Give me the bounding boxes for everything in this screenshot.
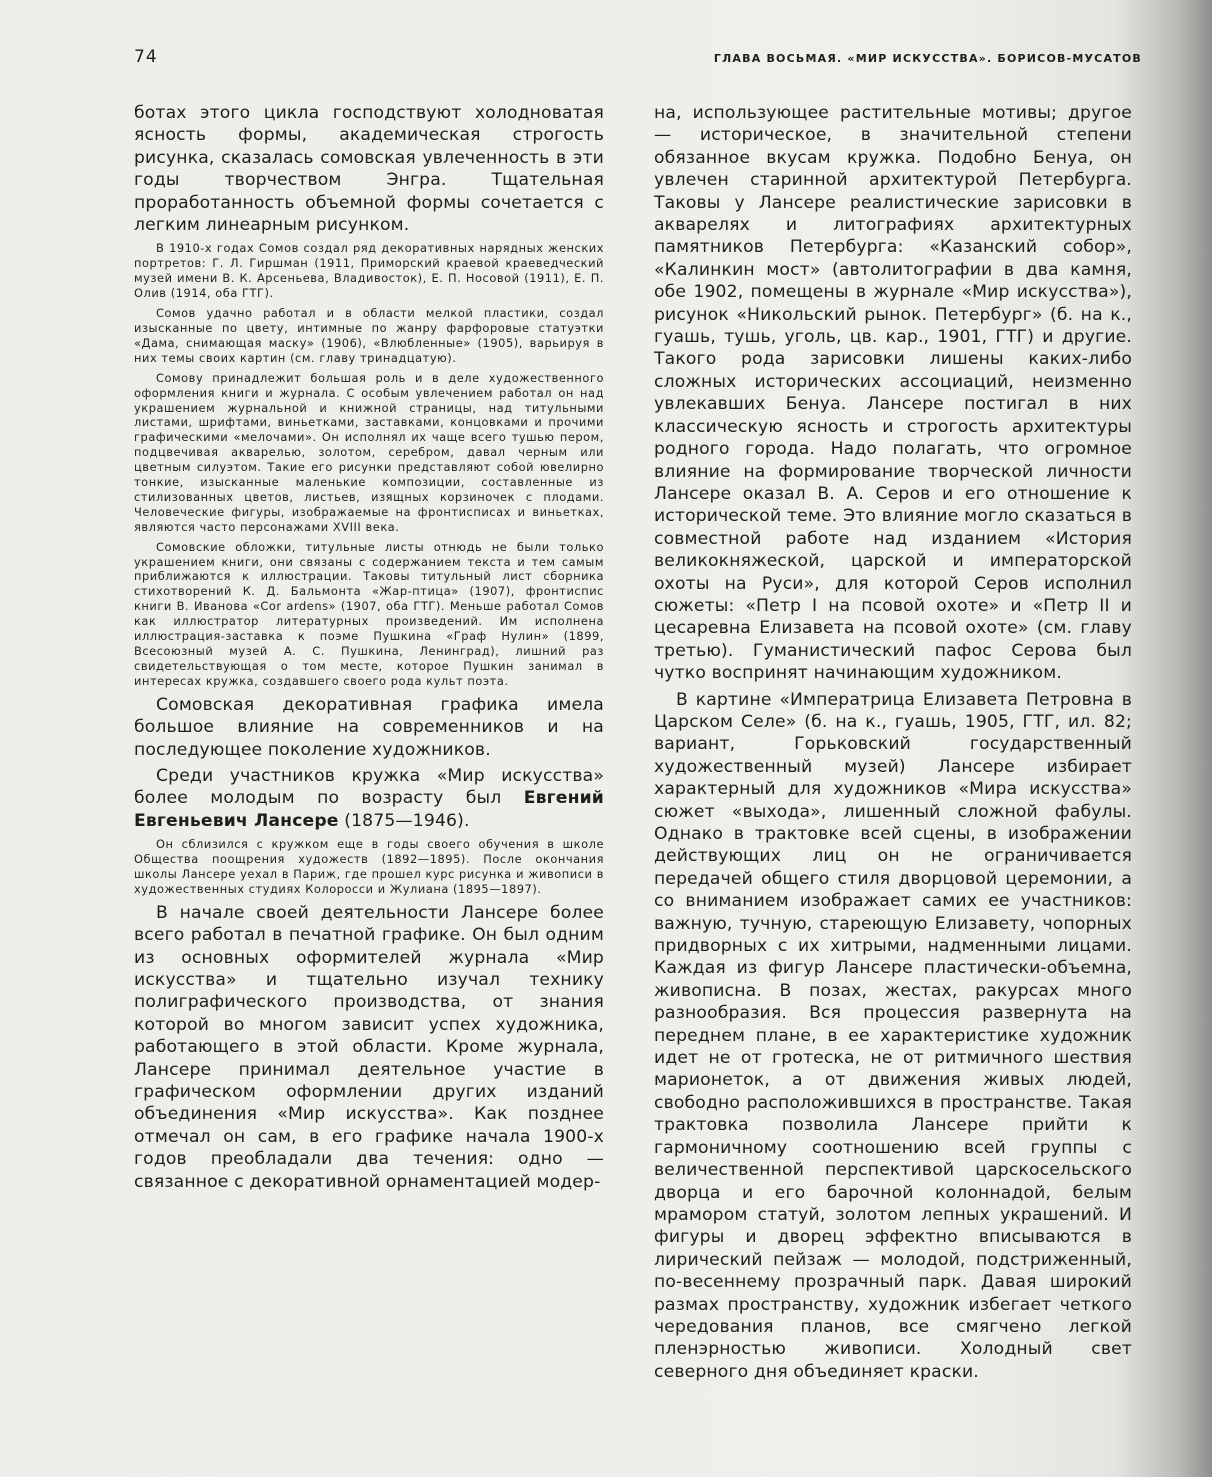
note-paragraph: Сомовские обложки, титульные листы отнюдь не были только украшением книги, они связаны с содержанием текста и тем самым приближаются к иллюстрации. Таковы титульный лист сборника стихотворений К. Д. Бальмонта «Жар-птица» (1907), фронтиспис книги В. Иванова «Cor ardens» (1907, оба ГТГ). Меньше работал Сомов как иллюстратор литературных произведений. Им исполнена иллюстрация-заставка к поэме Пушкина «Граф Нулин» (1899, Всесоюзный музей А. С. Пушкина, Ленинград), лишний раз свидетельствующая о том месте, которое Пушкин занимал в интересах кружка, создавшего своего рода культ поэта.	[134, 539, 604, 688]
text-run: Среди участников кружка «Мир искусства» более молодым по возрасту был	[134, 765, 604, 809]
right-column	[654, 102, 1132, 1383]
running-header: ГЛАВА ВОСЬМАЯ. «МИР ИСКУССТВА». БОРИСОВ-МУСАТОВ	[713, 52, 1142, 65]
body-paragraph: ботах этого цикла господствуют холодноватая ясность формы, академическая строгость рисунка, сказалась сомовская увлеченность в эти годы творчеством Энгра. Тщательная проработанность объемной формы сочетается с легким линеарным рисунком.	[134, 103, 604, 236]
artist-name: Евгений Евгеньевич Лансере	[134, 788, 604, 831]
body-paragraph	[134, 765, 604, 832]
page-number: 74	[134, 47, 158, 67]
body-paragraph: на, использующее растительные мотивы; другое — историческое, в значительной степени обязанное вкусам кружка. Подобно Бенуа, он увлечен старинной архитектурой Петербурга. Таковы у Лансере реалистические зарисовки в акварелях и литографиях архитектурных памятников Петербурга: «Казанский собор», «Калинкин мост» (автолитографии в два камня, обе 1902, помещены в журнале «Мир искусства»), рисунок «Никольский рынок. Петербург» (б. на к., гуашь, тушь, уголь, цв. кар., 1901, ГТГ) и другие. Такого рода зарисовки лишены каких-либо сложных исторических ассоциаций, неизменно увлекавших Бенуа. Лансере постигал в них классическую ясность и строгость архитектуры родного города. Надо полагать, что огромное влияние на формирование творческой личности Лансере оказал В. А. Серов и его отношение к исторической теме. Это влияние могло сказаться в совместной работе над изданием «История великокняжеской, царской и императорской охоты на Руси», для которой Серов исполнил сюжеты: «Петр I на псовой охоте» и «Петр II и цесаревна Елизавета на псовой охоте» (см. главу третью). Гуманистический пафос Серова был чутко воспринят начинающим художником.	[654, 103, 1132, 684]
note-paragraph: Он сблизился с кружком еще в годы своего обучения в школе Общества поощрения художеств (1892—1895). После окончания школы Лансере уехал в Париж, где прошел курс рисунка и живописи в художественных студиях Колоросси и Жулиана (1895—1897).	[134, 837, 604, 896]
body-paragraph: Сомовская декоративная графика имела большое влияние на современников и на последующее поколение художников.	[134, 694, 604, 760]
body-paragraph: В картине «Императрица Елизавета Петровна в Царском Селе» (б. на к., гуашь, 1905, ГТГ, ил. 82; вариант, Горьковский государственный художественный музей) Лансере избирает характерный для художников «Мира искусства» сюжет «выхода», лишенный сложной фабулы. Однако в трактовке всей сцены, в изображении действующих лиц он не ограничивается передачей общего стиля дворцовой церемонии, а со вниманием изображает самих ее участников: важную, тучную, стареющую Елизавету, чопорных придворных с их хитрыми, надменными лицами. Каждая из фигур Лансере пластически-объемна, живописна. В позах, жестах, ракурсах много разнообразия. Вся процессия развернута на переднем плане, в ее характеристике художник идет не от гротеска, не от ритмичного шествия марионеток, а от движения живых людей, свободно расположившихся в пространстве. Такая трактовка позволила Лансере прийти к гармоничному соотношению всей группы с величественной перспективой царскосельского дворца и его барочной колоннадой, белым мрамором статуй, золотом лепных украшений. И фигуры и дворец эффектно вписываются в лирический пейзаж — молодой, подстриженный, по-весеннему прозрачный парк. Давая широкий размах пространству, художник избегает четкого чередования планов, все смягчено легкой пленэрностью живописи. Холодный свет северного дня объединяет краски.	[654, 689, 1132, 1382]
left-column	[134, 102, 604, 1193]
note-paragraph: Сомову принадлежит большая роль и в деле художественного оформления книги и журнала. С особым увлечением работал он над украшением журнальной и книжной страницы, над титульными листами, шрифтами, виньетками, заставками, концовками и прочими графическими «мелочами». Он исполнял их чаще всего тушью пером, подцвечивая акварелью, золотом, серебром, давал черным или цветным силуэтом. Такие его рисунки представляют собой ювелирно тонкие, изысканные маленькие композиции, составленные из стилизованных цветов, листьев, изящных корзиночек с плодами. Человеческие фигуры, изображаемые на фронтисписах и виньетках, являются часто персонажами XVIII века.	[134, 370, 604, 534]
text-run: (1875—1946).	[338, 810, 470, 831]
note-paragraph: Сомов удачно работал и в области мелкой пластики, создал изысканные по цвету, интимные по жанру фарфоровые статуэтки «Дама, снимающая маску» (1906), «Влюбленные» (1905), варьируя в них темы своих картин (см. главу тринадцатую).	[134, 306, 604, 365]
body-paragraph: В начале своей деятельности Лансере более всего работал в печатной графике. Он был одним из основных оформителей журнала «Мир искусства» и тщательно изучал технику полиграфического производства, от знания которой во многом зависит успех художника, работающего в этой области. Кроме журнала, Лансере принимал деятельное участие в графическом оформлении других изданий объединения «Мир искусства». Как позднее отмечал он сам, в его графике начала 1900-х годов преобладали два течения: одно — связанное с декоративной орнаментацией модер-	[134, 902, 604, 1192]
note-paragraph: В 1910-х годах Сомов создал ряд декоративных нарядных женских портретов: Г. Л. Гиршман (1911, Приморский краевой краеведческий музей имени В. К. Арсеньева, Владивосток), Е. П. Носовой (1911), Е. П. Олив (1914, оба ГТГ).	[134, 241, 604, 301]
